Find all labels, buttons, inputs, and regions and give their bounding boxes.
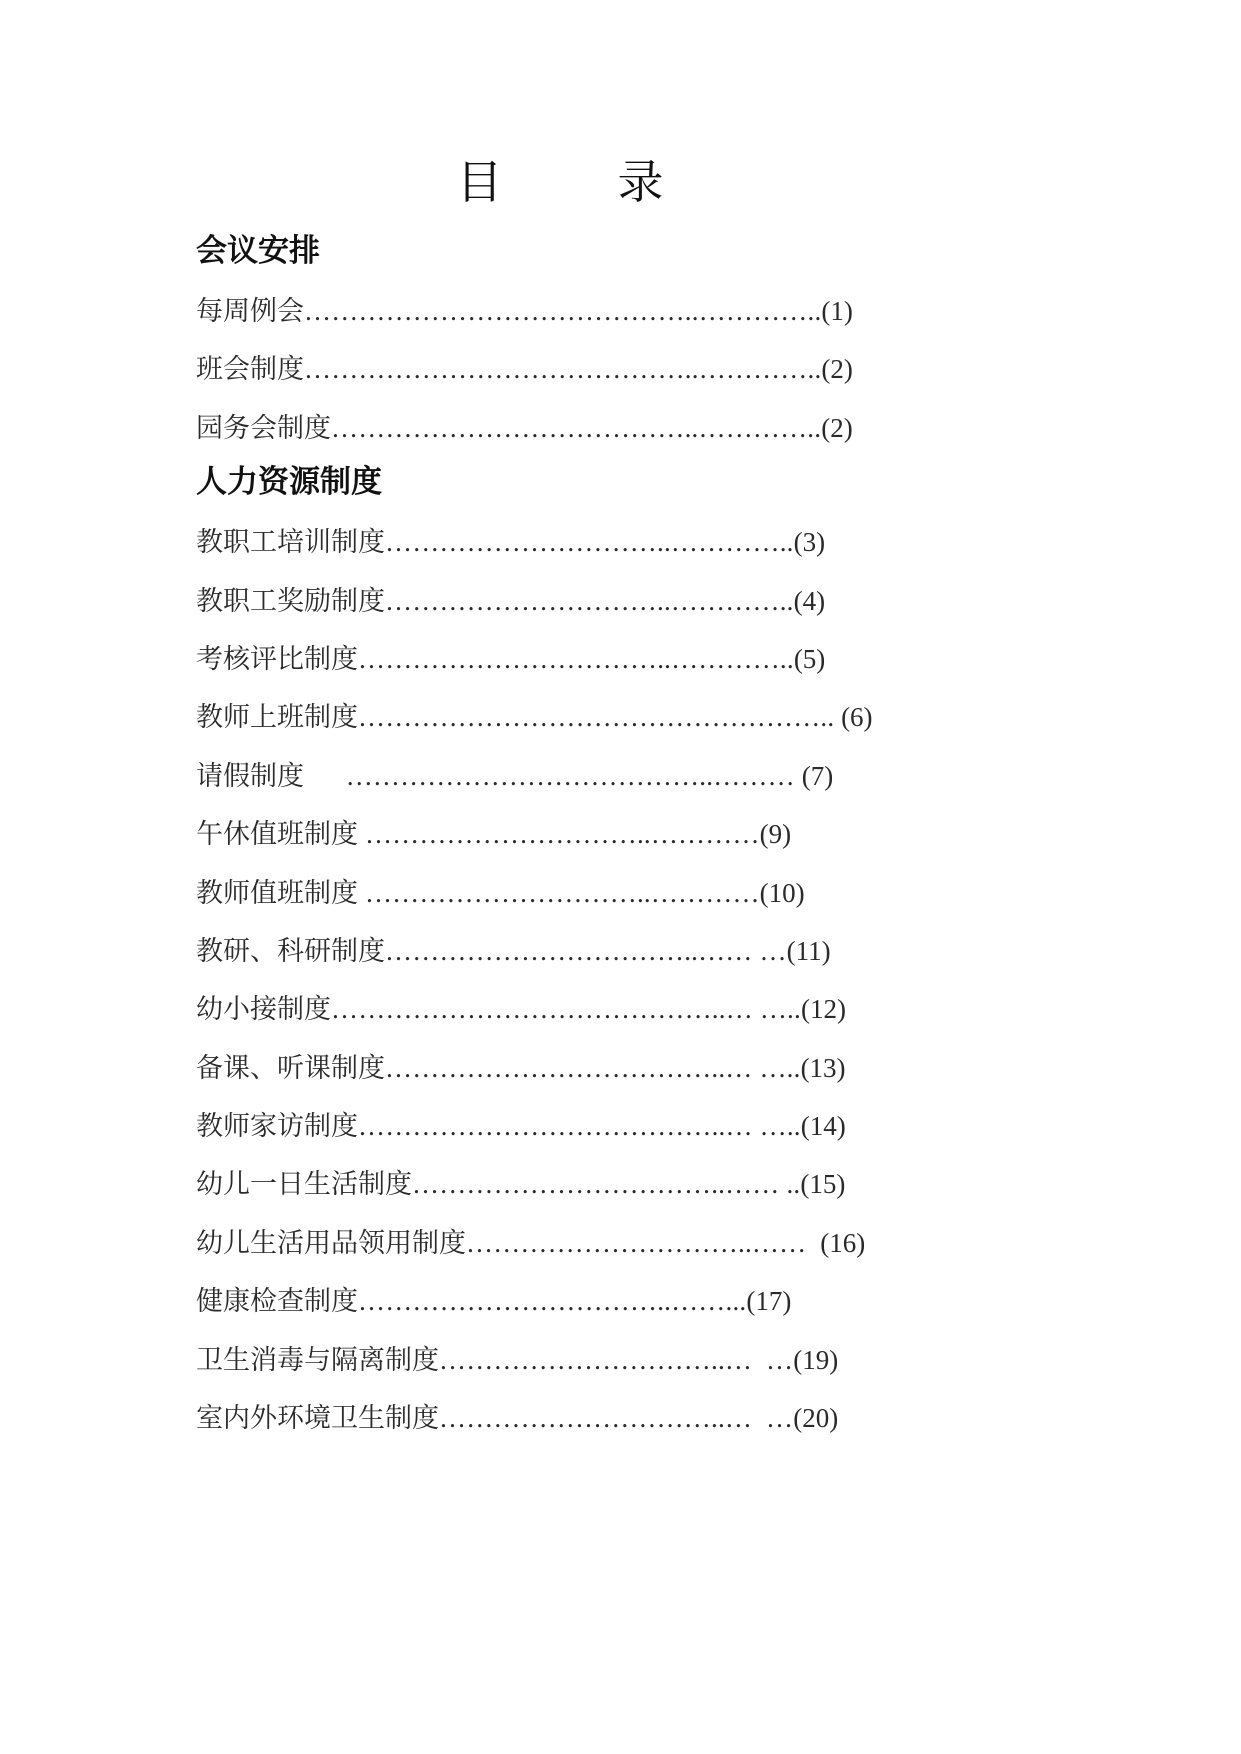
toc-entry-page: (4) — [793, 585, 826, 616]
toc-entry-disinfection[interactable] — [196, 1331, 916, 1389]
toc-entry-title: 幼小接制度 — [196, 994, 331, 1026]
toc-entry-page: (14) — [800, 1111, 846, 1142]
section-heading-meetings: 会议安排 — [196, 233, 320, 269]
toc-entry-leader: ……………………………………..… ….. — [331, 994, 801, 1025]
toc-entry-leader: …………………………..… … — [439, 1403, 794, 1434]
toc-entry-staff-reward[interactable] — [196, 572, 916, 630]
toc-entry-teacher-attendance[interactable] — [196, 688, 916, 746]
toc-title-char-1: 目 — [456, 155, 503, 209]
toc-entry-leader: …………………………..… … — [439, 1344, 794, 1375]
toc-entry-leader: ………………………………..… ….. — [385, 1052, 801, 1083]
spacer — [196, 274, 916, 282]
toc-entry-leader: ……………………………..……... — [358, 1286, 747, 1317]
toc-title — [0, 152, 1120, 212]
toc-entry-title: 教研、科研制度 — [196, 935, 385, 967]
toc-entry-admin-meeting[interactable] — [196, 399, 916, 457]
toc-entry-leader: …………………………………………….. — [358, 702, 835, 733]
toc-entry-title: 幼儿一日生活制度 — [196, 1169, 412, 1201]
toc-entry-page: (13) — [800, 1052, 846, 1083]
toc-entry-title: 教职工培训制度 — [196, 527, 385, 559]
toc-entry-teacher-duty[interactable] — [196, 864, 916, 922]
toc-entry-title: 请假制度 — [196, 760, 304, 792]
toc-entry-title: 教师上班制度 — [196, 702, 358, 734]
toc-entry-assessment[interactable] — [196, 630, 916, 688]
toc-entry-page: (15) — [800, 1169, 846, 1200]
toc-entry-page: (12) — [800, 994, 846, 1025]
toc-entry-page: (2) — [821, 412, 853, 443]
toc-entry-page: (10) — [759, 877, 805, 908]
toc-title-char-2: 录 — [617, 155, 664, 209]
toc-entry-title: 健康检查制度 — [196, 1286, 358, 1318]
toc-entry-leader: …………………………………..……… — [304, 760, 802, 791]
toc-entry-page: (3) — [793, 527, 826, 558]
toc-entry-leader: …………………………………..… ….. — [358, 1111, 801, 1142]
toc-entry-title: 每周例会 — [196, 296, 304, 327]
toc-entry-title: 午休值班制度 — [196, 819, 358, 851]
toc-entry-page: (6) — [834, 702, 873, 733]
toc-entry-staff-training[interactable] — [196, 513, 916, 571]
toc-entry-home-visit[interactable] — [196, 1097, 916, 1155]
toc-entry-leader: ……………………………..…… .. — [412, 1169, 801, 1200]
toc-entry-title: 考核评比制度 — [196, 643, 358, 675]
toc-entry-weekly-meeting[interactable] — [196, 282, 916, 340]
toc-entry-page: (20) — [793, 1403, 839, 1434]
toc-entry-page: (16) — [820, 1227, 866, 1258]
toc-entry-leader: …………………………..………….. — [385, 585, 794, 616]
toc-entry-leave[interactable] — [196, 747, 916, 805]
toc-entry-supplies[interactable] — [196, 1214, 916, 1272]
toc-entry-leader: …………………………………..………….. — [331, 412, 822, 443]
toc-entry-noon-duty[interactable] — [196, 805, 916, 863]
toc-entry-title: 教职工奖励制度 — [196, 585, 385, 617]
toc-entry-leader: …………………………..………….. — [385, 527, 794, 558]
toc-entry-class-meeting[interactable] — [196, 340, 916, 398]
toc-entry-page: (5) — [793, 643, 826, 674]
toc-entry-title: 幼儿生活用品领用制度 — [196, 1227, 466, 1259]
toc-entry-page: (7) — [801, 760, 834, 791]
section-heading-hr: 人力资源制度 — [196, 464, 382, 501]
toc-entry-page: (19) — [793, 1344, 839, 1375]
spacer — [196, 505, 916, 513]
toc-entry-leader: …………………………..………… — [358, 819, 760, 850]
toc-entry-leader: ……………………………………..………….. — [304, 354, 822, 385]
toc-entry-title: 班会制度 — [196, 354, 304, 386]
toc-entry-title: 室内外环境卫生制度 — [196, 1403, 439, 1435]
toc-entry-page: (11) — [786, 935, 831, 966]
toc-entry-title: 教师值班制度 — [196, 877, 358, 909]
toc-entry-daily-life[interactable] — [196, 1155, 916, 1213]
toc-entry-kindergarten-transition[interactable] — [196, 980, 916, 1038]
toc-entry-leader: ……………………………………..………….. — [304, 296, 822, 326]
toc-entry-title: 教师家访制度 — [196, 1111, 358, 1143]
toc-entry-page: (9) — [759, 819, 792, 850]
toc-entry-page: (2) — [821, 354, 853, 385]
toc-entry-research[interactable] — [196, 922, 916, 980]
toc-entry-environment-hygiene[interactable] — [196, 1389, 916, 1447]
toc-entry-lesson-prep[interactable] — [196, 1039, 916, 1097]
toc-entry-leader: ……………………………..…… … — [385, 935, 787, 966]
toc-entry-title: 卫生消毒与隔离制度 — [196, 1344, 439, 1376]
toc-entry-page: (1) — [821, 296, 853, 326]
toc-entry-leader: ……………………………..………….. — [358, 643, 794, 674]
toc-entry-leader: …………………………..…… — [466, 1227, 821, 1258]
toc-entry-page: (17) — [746, 1286, 792, 1317]
toc-entry-title: 备课、听课制度 — [196, 1052, 385, 1084]
table-of-contents — [196, 228, 916, 1447]
toc-entry-leader: …………………………..………… — [358, 877, 760, 908]
toc-entry-health-check[interactable] — [196, 1272, 916, 1330]
toc-entry-title: 园务会制度 — [196, 412, 331, 444]
